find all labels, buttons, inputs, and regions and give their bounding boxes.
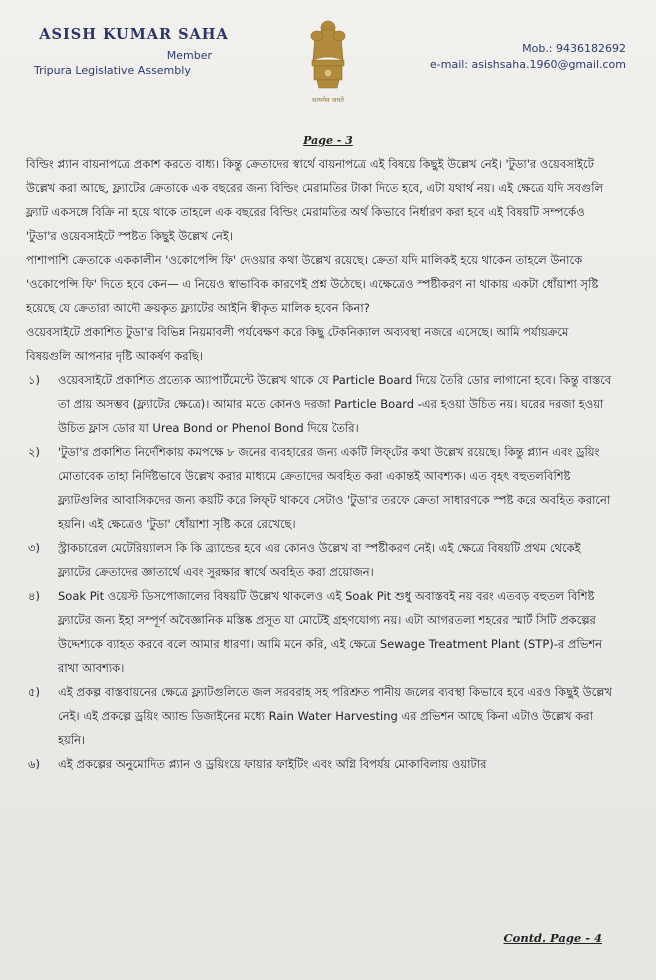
list-item xyxy=(26,440,616,536)
list-item-number: ১) xyxy=(28,373,40,387)
state-emblem-icon xyxy=(303,14,353,110)
sender-role: Member xyxy=(166,49,212,62)
body-paragraph: বিল্ডিং প্ল্যান বায়নাপত্রে প্রকাশ করতে বাধ্য। কিন্তু ক্রেতাদের স্বার্থে বায়নাপত্রে এই বিষয়ে কিছুই উল্লেখ নেই। 'টুডা'র ওয়েবসাইটে উল্লেখ করা আছে, ফ্ল্যাটের ক্রেতাকে এক বছরের জন্য বিল্ডিং মেরামতির টাকা দিতে হবে, এটা যথার্থ নয়। এই ক্ষেত্রে যদি সবগুলি ফ্ল্যাট একসঙ্গে বিক্রি না হয়ে থাকে তাহলে এক বছরের বিল্ডিং মেরামতির অর্থ কিভাবে নির্ধারণ করা হবে এই বিষয়টি সম্পর্কেও 'টুডা'র ওয়েবসাইটে স্পষ্টত কিছুই উল্লেখ নেই। xyxy=(26,157,604,243)
list-item-text: ওয়েবসাইটে প্রকাশিত প্রত্যেক অ্যাপার্টমেন্টে উল্লেখ থাকে যে Particle Board দিয়ে তৈরি ডোর লাগানো হবে। কিন্তু বাস্তবে তা প্রায় অসম্ভব (ফ্ল্যাটের ক্ষেত্রে)। আমার মতে কোনও দরজা Particle Board -এর হওয়া উচিত নয়। ঘরের দরজা হওয়া উচিত ফ্লাস ডোর যা Urea Bond or Phenol Bond দিয়ে তৈরি। xyxy=(58,373,612,435)
sender-organization: Tripura Legislative Assembly xyxy=(34,64,191,77)
body-paragraph: ওয়েবসাইটে প্রকাশিত টুডা'র বিভিন্ন নিয়মাবলী পর্যবেক্ষণ করে কিছু টেকনিক্যাল অব্যবস্থা নজরে এসেছে। আমি পর্যায়ক্রমে বিষয়গুলি আপনার দৃষ্টি আকর্ষণ করছি। xyxy=(26,325,569,363)
list-item-number: ৬) xyxy=(28,757,40,771)
list-item-text: এই প্রকল্প বাস্তবায়নের ক্ষেত্রে ফ্ল্যাটগুলিতে জল সরবরাহ সহ পরিশ্রুত পানীয় জলের ব্যবস্থা কিভাবে হবে এরও কিছুই উল্লেখ নেই। এই প্রকল্পে ড্রয়িং অ্যান্ড ডিজাইনের মধ্যে Rain Water Harvesting এর প্রভিশন আছে কিনা এটাও উল্লেখ করা হয়নি। xyxy=(58,685,613,747)
list-item-number: ৩) xyxy=(28,541,40,555)
body-paragraph: পাশাপাশি ক্রেতাকে এককালীন 'ওকোপেন্সি ফি' দেওয়ার কথা উল্লেখ রয়েছে। ক্রেতা যদি মালিকই হয়ে থাকেন তাহলে উনাকে 'ওকোপেন্সি ফি' দিতে হবে কেন— এ নিয়েও স্বাভাবিক কারণেই প্রশ্ন উঠেছে। এক্ষেত্রেও স্পষ্টীকরণ না থাকায় একটা ধোঁয়াশা সৃষ্টি হয়েছে যে ক্রেতারা আদৌ ক্রয়কৃত ফ্ল্যাটের আইনি স্বীকৃত মালিক হবেন কিনা? xyxy=(26,253,599,315)
svg-text:सत्यमेव जयते: सत्यमेव जयते xyxy=(312,96,344,104)
email-address: e-mail: asishsaha.1960@gmail.com xyxy=(430,58,626,71)
list-item xyxy=(26,584,616,680)
sender-name: ASISH KUMAR SAHA xyxy=(39,26,229,43)
list-item-text: এই প্রকল্পের অনুমোদিত প্ল্যান ও ড্রয়িংয়ে ফায়ার ফাইটিং এবং অগ্নি বিপর্যয় মোকাবিলায় ওয়াটার xyxy=(58,757,487,771)
list-item-text: Soak Pit ওয়েস্ট ডিসপোজালের বিষয়টি উল্লেখ থাকলেও এই Soak Pit শুধু অবাস্তবই নয় বরং এতবড় বহুতল বিশিষ্ট ফ্ল্যাটের জন্য ইহা সম্পূর্ণ অবৈজ্ঞানিক মস্তিষ্ক প্রসূত যা মোটেই গ্রহণযোগ্য নয়। এটা আগরতলা শহরের স্মার্ট সিটি প্রকল্পের উদ্দেশ্যকে ব্যাহত করবে বলে আমার ধারণা। আমি মনে করি, এই ক্ষেত্রে Sewage Treatment Plant (STP)-র প্রভিশন রাখা আবশ্যক। xyxy=(58,589,602,675)
list-item xyxy=(26,752,616,776)
letter-body xyxy=(26,152,616,776)
list-item-number: ২) xyxy=(28,445,40,459)
list-item-text: স্ট্রাকচারেল মেটেরিয়্যালস কি কি ব্র্যান্ডের হবে এর কোনও উল্লেখ বা স্পষ্টীকরণ নেই। এই ক্ষেত্রে বিষয়টি প্রথম থেকেই ফ্ল্যাটের ক্রেতাদের জ্ঞাতার্থে এবং সুরক্ষার স্বার্থে অবহিত করা প্রয়োজন। xyxy=(58,541,581,579)
list-item xyxy=(26,368,616,440)
list-item xyxy=(26,536,616,584)
list-item-text: 'টুডা'র প্রকাশিত নির্দেশিকায় কমপক্ষে ৮ জনের ব্যবহারের জন্য একটি লিফ্‌টের কথা উল্লেখ রয়েছে। কিন্তু প্ল্যান এবং ড্রয়িং মোতাবেক তাহা নির্দিষ্টভাবে উল্লেখ করার মাধ্যমে ক্রেতাদের অবহিত করা একান্তই আবশ্যক। এত বৃহৎ বহুতলবিশিষ্ট ফ্ল্যাটগুলির আবাসিকদের জন্য কয়টি করে লিফ্‌ট থাকবে সেটাও 'টুডা'র তরফে ক্রেতা সাধারণকে স্পষ্ট করে অবহিত করানো হয়নি। এই ক্ষেত্রেও 'টুডা' ধোঁয়াশা সৃষ্টি করে রেখেছে। xyxy=(58,445,611,531)
page-number-label: Page - 3 xyxy=(303,134,353,147)
contact-block xyxy=(430,41,626,73)
mobile-number: Mob.: 9436182692 xyxy=(522,42,626,55)
sender-block xyxy=(34,26,234,77)
list-item-number: ৫) xyxy=(28,685,40,699)
continued-label: Contd. Page - 4 xyxy=(503,931,602,945)
list-item xyxy=(26,680,616,752)
list-item-number: ৪) xyxy=(28,589,40,603)
